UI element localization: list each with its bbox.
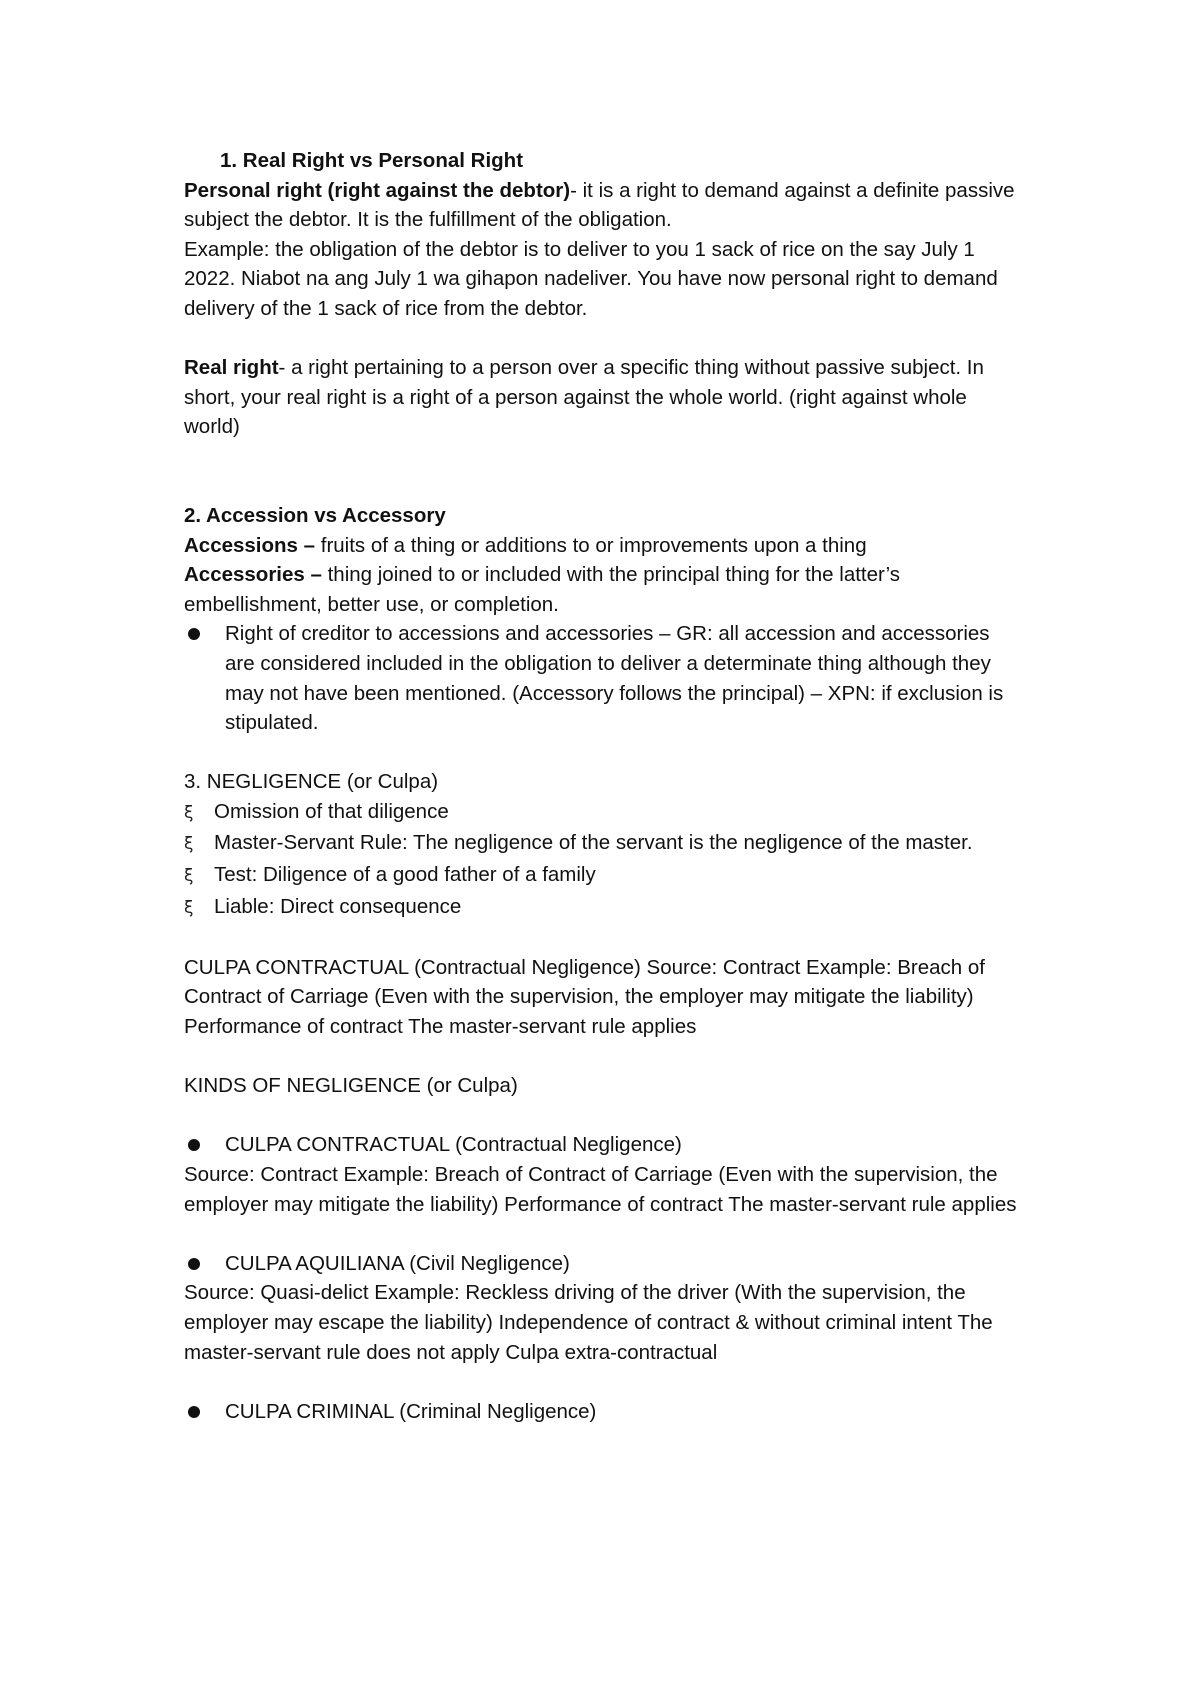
spacer bbox=[184, 1042, 1020, 1072]
bullet-dot-icon bbox=[188, 1258, 200, 1270]
section1-heading: 1. Real Right vs Personal Right bbox=[220, 149, 524, 172]
personal-right-example: Example: the obligation of the debtor is to deliver to you 1 sack of rice on the say July 1 2022. Niabot na ang July 1 wa gihapon nadeliver. You have now personal right to demand delivery of the 1 sack of rice from the debtor. bbox=[184, 237, 998, 320]
list-item bbox=[184, 1397, 1020, 1427]
list-item bbox=[184, 892, 1020, 924]
spacer bbox=[184, 738, 1020, 768]
culpa-contractual-paragraph: CULPA CONTRACTUAL (Contractual Negligence) Source: Contract Example: Breach of Contract of Carriage (Even with the supervision, the employer may mitigate the liability) Performance of contract The master-servant rule applies bbox=[184, 955, 985, 1039]
real-right-definition: - a right pertaining to a person over a specific thing without passive subject. In short, your real right is a right of a person against the whole world. (right against whole world) bbox=[184, 356, 984, 439]
kind-title: CULPA AQUILIANA (Civil Negligence) bbox=[225, 1251, 570, 1275]
list-item bbox=[184, 1130, 1020, 1160]
spacer bbox=[184, 1101, 1020, 1131]
real-right-paragraph bbox=[184, 353, 1020, 442]
negligence-item: Test: Diligence of a good father of a family bbox=[214, 863, 596, 887]
creditor-right-text: Right of creditor to accessions and accessories – GR: all accession and accessories are considered included in the obligation to deliver a determinate thing although they may not have been mentioned. (Accessory follows the principal) – XPN: if exclusion is stipulated. bbox=[225, 622, 1004, 735]
spacer bbox=[184, 1219, 1020, 1249]
kind-description: Source: Quasi-delict Example: Reckless driving of the driver (With the supervision, the employer may escape the liability) Independence of contract & without criminal intent The master-servant rule does not apply Culpa extra-contractual bbox=[184, 1281, 993, 1364]
list-item bbox=[184, 828, 1020, 860]
spacer bbox=[184, 324, 1020, 354]
kind-description: Source: Contract Example: Breach of Contract of Carriage (Even with the supervision, the employer may mitigate the liability) Performance of contract The master-servant rule applies bbox=[184, 1163, 1017, 1216]
bullet-dot-icon bbox=[188, 628, 200, 640]
personal-right-definition: - it is a right to demand against a definite passive subject the debtor. It is the fulfillment of the obligation. bbox=[184, 178, 1015, 232]
accessories-term: Accessories – bbox=[184, 563, 322, 587]
kinds-heading: KINDS OF NEGLIGENCE (or Culpa) bbox=[184, 1074, 518, 1098]
negligence-item: Master-Servant Rule: The negligence of the servant is the negligence of the master. bbox=[214, 831, 973, 855]
wingding-bullet-icon: ξ bbox=[184, 866, 194, 887]
bullet-dot-icon bbox=[188, 1406, 200, 1418]
accessions-definition: fruits of a thing or additions to or improvements upon a thing bbox=[315, 533, 867, 557]
accessories-paragraph bbox=[184, 560, 1020, 619]
list-item bbox=[184, 1249, 1020, 1279]
section2-heading: 2. Accession vs Accessory bbox=[184, 503, 446, 527]
accessions-paragraph bbox=[184, 531, 1020, 561]
real-right-term: Real right bbox=[184, 356, 279, 380]
section3-heading: 3. NEGLIGENCE (or Culpa) bbox=[184, 770, 439, 794]
list-item bbox=[184, 619, 1020, 737]
kind-title: CULPA CRIMINAL (Criminal Negligence) bbox=[225, 1399, 597, 1423]
wingding-bullet-icon: ξ bbox=[184, 897, 194, 918]
spacer bbox=[184, 1367, 1020, 1397]
personal-right-term: Personal right (right against the debtor) bbox=[184, 178, 571, 202]
personal-right-paragraph bbox=[184, 176, 1020, 235]
wingding-bullet-icon: ξ bbox=[184, 834, 194, 855]
spacer bbox=[184, 442, 1020, 501]
accessions-term: Accessions – bbox=[184, 533, 316, 557]
wingding-bullet-icon: ξ bbox=[184, 802, 194, 823]
bullet-dot-icon bbox=[188, 1139, 200, 1151]
negligence-item: Liable: Direct consequence bbox=[214, 894, 462, 918]
accessories-definition: thing joined to or included with the principal thing for the latter’s embellishment, better use, or completion. bbox=[184, 563, 901, 616]
spacer bbox=[184, 923, 1020, 953]
negligence-item: Omission of that diligence bbox=[214, 799, 449, 823]
list-item bbox=[184, 797, 1020, 829]
kind-title: CULPA CONTRACTUAL (Contractual Negligence) bbox=[225, 1133, 682, 1157]
list-item bbox=[184, 860, 1020, 892]
